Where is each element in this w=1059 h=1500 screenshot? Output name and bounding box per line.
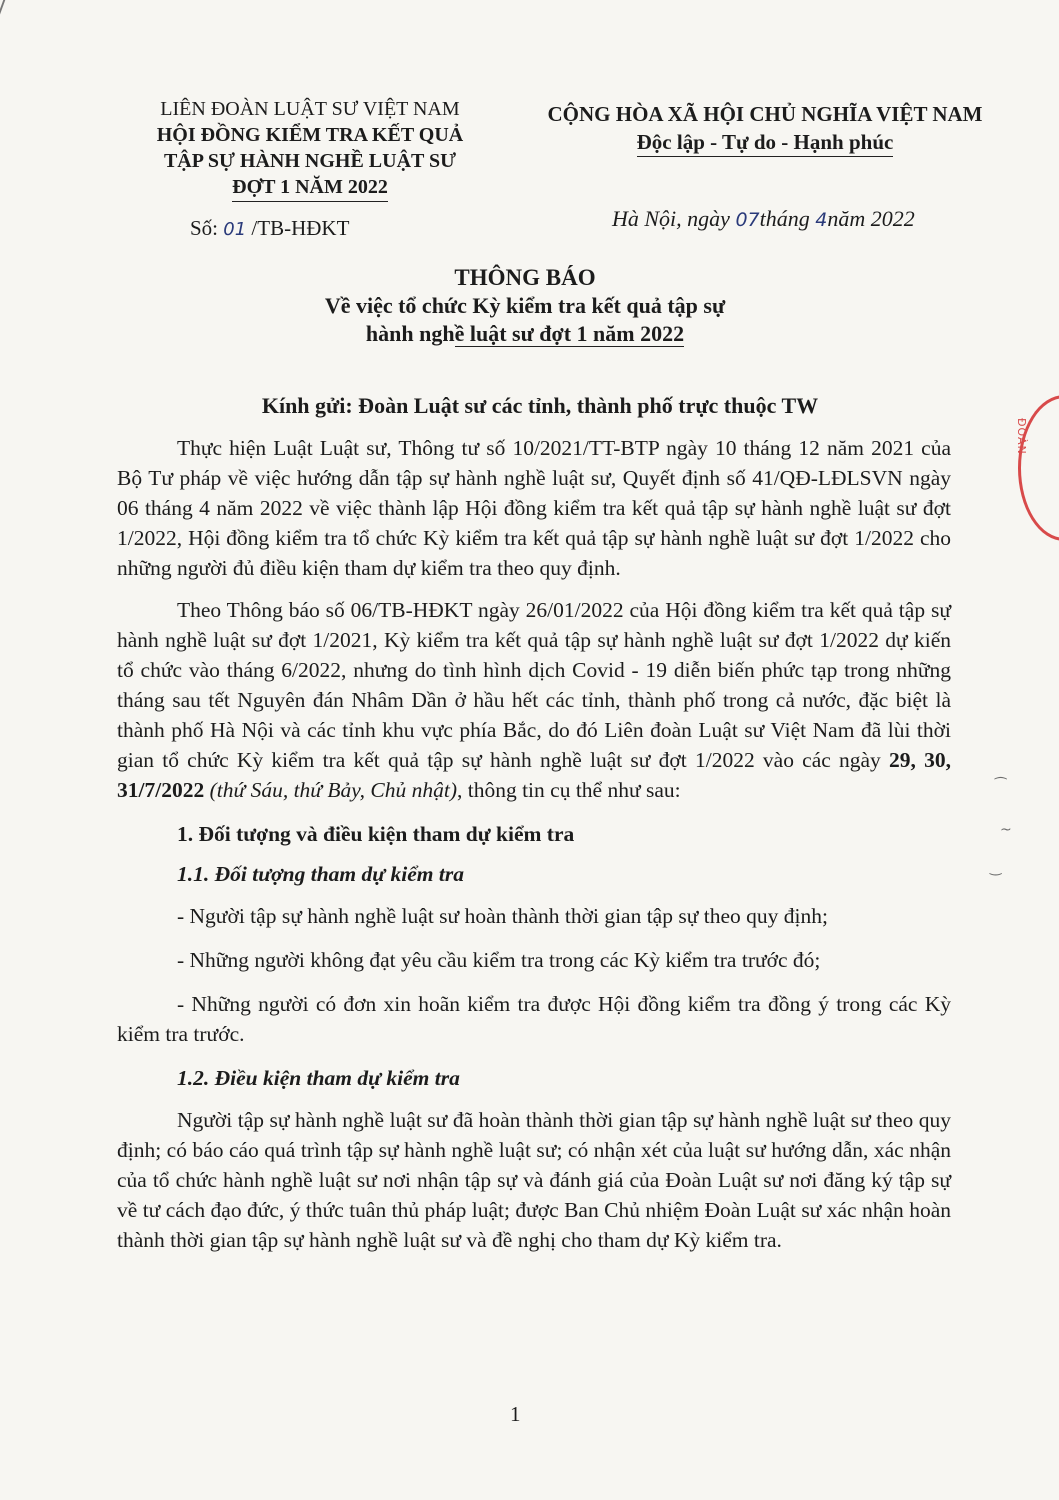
- recipient-line: Kính gửi: Đoàn Luật sư các tỉnh, thành phố trực thuộc TW: [261, 393, 819, 418]
- document-number: [190, 216, 349, 241]
- council-name: HỘI ĐỒNG KIỂM TRA KẾT QUẢ: [156, 124, 464, 146]
- date-month: 4: [815, 209, 828, 231]
- document-body: [117, 433, 951, 1267]
- title-subject-part-a: hành ngh: [365, 321, 455, 346]
- list-item: - Những người không đạt yêu cầu kiểm tra trong các Kỳ kiểm tra trước đó;: [177, 948, 821, 972]
- section-heading-1: 1. Đối tượng và điều kiện tham dự kiểm tra: [177, 822, 575, 846]
- doc-no-prefix: Số:: [190, 216, 224, 240]
- list-item: - Người tập sự hành nghề luật sư hoàn thành thời gian tập sự theo quy định;: [177, 904, 828, 928]
- place-prefix: Hà Nội, ngày: [612, 206, 736, 231]
- year-label: năm 2022: [827, 206, 915, 231]
- exam-weekdays: (thứ Sáu, thứ Bảy, Chủ nhật): [209, 778, 457, 802]
- section-heading-1-2: 1.2. Điều kiện tham dự kiểm tra: [177, 1066, 460, 1090]
- issuer-header: [110, 96, 510, 202]
- paragraph-legal-basis: Thực hiện Luật Luật sư, Thông tư số 10/2021/TT-BTP ngày 10 tháng 12 năm 2021 của Bộ Tư pháp về việc hướng dẫn tập sự hành nghề luật sư, Quyết định số 41/QĐ-LĐLSVN ngày 06 tháng 4 năm 2022 về việc thành lập Hội đồng kiểm tra kết quả tập sự hành nghề luật sư đợt 1/2022, Hội đồng kiểm tra tổ chức Kỳ kiểm tra kết quả tập sự hành nghề luật sư đợt 1/2022 cho những người đủ điều kiện tham dự kiểm tra theo quy định.: [117, 436, 951, 580]
- schedule-tail: , thông tin cụ thể như sau:: [456, 778, 681, 802]
- section-heading-1-1: 1.1. Đối tượng tham dự kiểm tra: [177, 862, 464, 886]
- date-day: 07: [735, 209, 760, 231]
- corner-mark: [0, 0, 13, 18]
- title-subject-part-b: ề luật sư đợt 1 năm 2022: [454, 321, 685, 346]
- exam-dates: 29, 30, 31/7/2022: [117, 748, 951, 802]
- page-number: 1: [510, 1402, 521, 1426]
- title-subject-line2: [200, 320, 850, 348]
- doc-no-value: 01: [223, 219, 247, 240]
- list-item: - Những người có đơn xin hoãn kiểm tra được Hội đồng kiểm tra đồng ý trong các Kỳ kiểm tra trước.: [117, 992, 951, 1046]
- national-motto: Độc lập - Tự do - Hạnh phúc: [637, 128, 894, 157]
- month-label: tháng: [759, 206, 816, 231]
- org-name: LIÊN ĐOÀN LUẬT SƯ VIỆT NAM: [160, 98, 460, 120]
- document-page: LIÊN ĐOÀN LUẬT SƯ VIỆT NAM HỘI ĐỒNG KIỂM TRA KẾT QUẢ TẬP SỰ HÀNH NGHỀ LUẬT SƯ ĐỢT 1 NĂM 2022 CỘNG HÒA XÃ HỘI CHỦ NGHĨA VIỆT NAM Độc lập - Tự do - Hạnh phúc Số: 01 /TB-HĐKT Hà Nội, ngày 07tháng 4năm 2022 THÔNG BÁO Về việc tổ chức Kỳ kiểm tra kết quả tập sự hành nghề luật sư đợt 1 năm 2022 Kính gửi: Đoàn Luật sư các tỉnh, thành phố trực thuộc TW Thực hiện Luật Luật sư, Thông tư số 10/2021/TT-BTP ngày 10 tháng 12 năm 2021 của Bộ Tư pháp về việc hướng dẫn tập sự hành nghề luật sư, Quyết định số 41/QĐ-LĐLSVN ngày 06 tháng 4 năm 2022 về việc thành lập Hội đồng kiểm tra kết quả tập sự hành nghề luật sư đợt 1/2022, Hội đồng kiểm tra tổ chức Kỳ kiểm tra kết quả tập sự hành nghề luật sư đợt 1/2022 cho những người đủ điều kiện tham dự kiểm tra theo quy định. Theo Thông báo số 06/TB-HĐKT ngày 26/01/2022 của Hội đồng kiểm tra kết quả tập sự hành nghề luật sư đợt 1/2021, Kỳ kiểm tra kết quả tập sự hành nghề luật sư đợt 1/2022 dự kiến tổ chức vào tháng 6/2022, nhưng do tình hình dịch Covid - 19 diễn biến phức tạp trong những tháng sau tết Nguyên đán Nhâm Dần ở hầu hết các tỉnh, thành phố trong cả nước, đặc biệt là thành phố Hà Nội và các tỉnh khu vực phía Bắc, do đó Liên đoàn Luật sư Việt Nam đã lùi thời gian tổ chức Kỳ kiểm tra kết quả tập sự hành nghề luật sư đợt 1/2022 vào các ngày 29, 30, 31/7/2022 (thứ Sáu, thứ Bảy, Chủ nhật), thông tin cụ thể như sau: 1. Đối tượng và điều kiện tham dự kiểm tra 1.1. Đối tượng tham dự kiểm tra - Người tập sự hành nghề luật sư hoàn thành thời gian tập sự theo quy định; - Những người không đạt yêu cầu kiểm tra trong các Kỳ kiểm tra trước đó; - Những người có đơn xin hoãn kiểm tra được Hội đồng kiểm tra đồng ý trong các Kỳ kiểm tra trước. 1.2. Điều kiện tham dự kiểm tra Người tập sự hành nghề luật sư đã hoàn thành thời gian tập sự hành nghề luật sư theo quy định; có báo cáo quá trình tập sự hành nghề luật sư; có nhận xét của luật sư hướng dẫn, xác nhận của tổ chức hành nghề luật sư nơi nhận tập sự và đánh giá của Đoàn Luật sư nơi đăng ký tập sự về tư cách đạo đức, ý thức tuân thủ pháp luật; được Ban Chủ nhiệm Đoàn Luật sư xác nhận hoàn thành thời gian tập sự hành nghề luật sư và đề nghị cho tham dự Kỳ kiểm tra. 1 ĐOÀN ⁀ ~ ‿: [0, 0, 1059, 1500]
- doc-no-suffix: /TB-HĐKT: [246, 216, 350, 240]
- document-title: [200, 264, 850, 348]
- margin-mark: ⁀: [995, 778, 1007, 794]
- paragraph-conditions: Người tập sự hành nghề luật sư đã hoàn thành thời gian tập sự hành nghề luật sư theo quy định; có báo cáo quá trình tập sự hành nghề luật sư; có nhận xét của luật sư hướng dẫn, xác nhận của tổ chức hành nghề luật sư nơi nhận tập sự và đánh giá của Đoàn Luật sư nơi đăng ký tập sự về tư cách đạo đức, ý thức tuân thủ pháp luật; được Ban Chủ nhiệm Đoàn Luật sư xác nhận hoàn thành thời gian tập sự hành nghề luật sư và đề nghị cho tham dự Kỳ kiểm tra.: [117, 1108, 951, 1252]
- red-seal-stamp: [1018, 395, 1059, 541]
- paragraph-schedule: [117, 595, 951, 805]
- margin-mark: ‿: [990, 860, 1002, 876]
- title-subject: Về việc tổ chức Kỳ kiểm tra kết quả tập sự: [324, 293, 726, 318]
- national-header: [505, 100, 1025, 157]
- margin-mark: ~: [1000, 822, 1012, 838]
- place-date: [612, 206, 915, 232]
- council-name-line2: TẬP SỰ HÀNH NGHỀ LUẬT SƯ: [163, 150, 457, 172]
- nation-name: CỘNG HÒA XÃ HỘI CHỦ NGHĨA VIỆT NAM: [547, 102, 983, 126]
- title-heading: THÔNG BÁO: [454, 265, 596, 290]
- round-label: ĐỢT 1 NĂM 2022: [232, 174, 388, 202]
- schedule-text: Theo Thông báo số 06/TB-HĐKT ngày 26/01/2022 của Hội đồng kiểm tra kết quả tập sự hành nghề luật sư đợt 1/2021, Kỳ kiểm tra kết quả tập sự hành nghề luật sư đợt 1/2022 dự kiến tổ chức vào tháng 6/2022, nhưng do tình hình dịch Covid - 19 diễn biến phức tạp trong những tháng sau tết Nguyên đán Nhâm Dần ở hầu hết các tỉnh, thành phố trong cả nước, đặc biệt là thành phố Hà Nội và các tỉnh khu vực phía Bắc, do đó Liên đoàn Luật sư Việt Nam đã lùi thời gian tổ chức Kỳ kiểm tra kết quả tập sự hành nghề luật sư đợt 1/2022 vào các ngày: [117, 598, 951, 772]
